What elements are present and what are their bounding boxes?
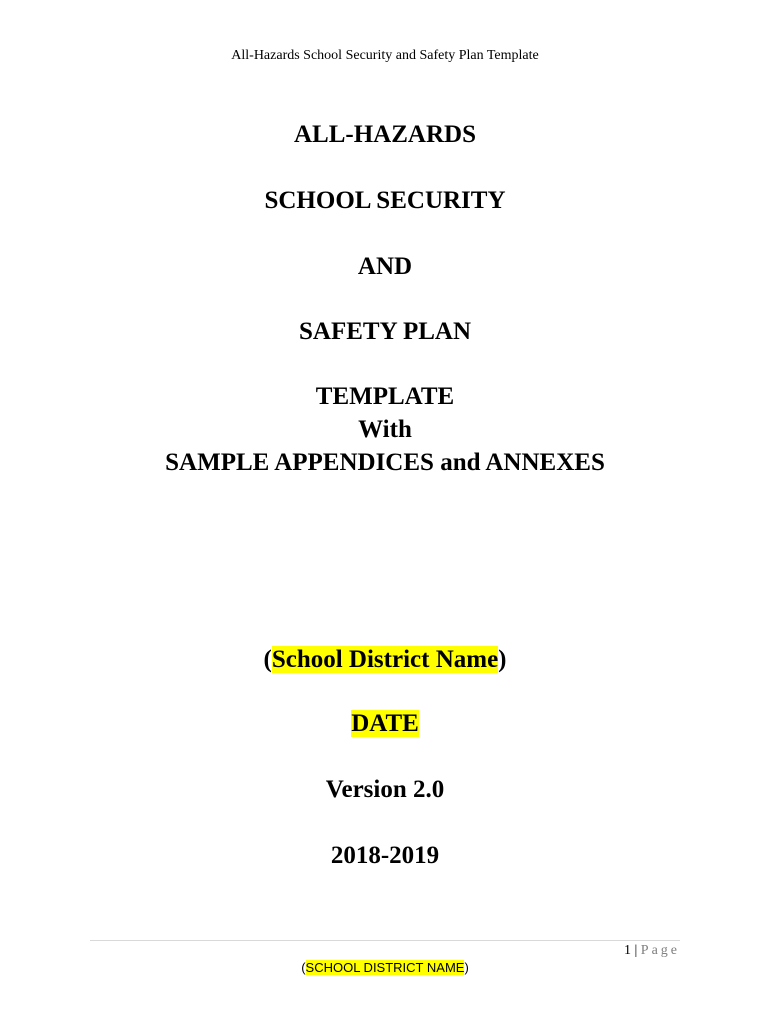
page-number-value: 1 (623, 943, 631, 958)
title-line-with: With (358, 416, 412, 443)
district-name-highlight: School District Name (271, 646, 499, 673)
date-highlight: DATE (351, 710, 419, 737)
title-line-template: TEMPLATE (315, 383, 455, 410)
date-placeholder (0, 709, 770, 739)
school-year-label: 2018-2019 (330, 842, 440, 869)
version-label: Version 2.0 (325, 776, 445, 803)
footer-close-paren: ) (464, 960, 469, 975)
footer-rule (90, 940, 680, 941)
page-word: Page (640, 943, 680, 958)
district-open-paren: ( (263, 646, 272, 673)
footer-district-highlight: SCHOOL DISTRICT NAME (305, 960, 465, 975)
title-line-and: AND (357, 253, 413, 280)
title-line-appendices: SAMPLE APPENDICES and ANNEXES (165, 449, 605, 476)
page-header: All-Hazards School Security and Safety Plan Template (231, 48, 539, 63)
footer-open-paren: ( (301, 960, 306, 975)
district-close-paren: ) (498, 646, 507, 673)
page-number (624, 943, 680, 959)
school-district-name-placeholder (0, 645, 770, 675)
title-line-safety-plan: SAFETY PLAN (298, 318, 471, 345)
footer-district-name (0, 960, 770, 975)
page-number-separator: | (630, 943, 641, 958)
title-line-school-security: SCHOOL SECURITY (264, 187, 506, 214)
title-line-all-hazards: ALL-HAZARDS (294, 121, 476, 148)
